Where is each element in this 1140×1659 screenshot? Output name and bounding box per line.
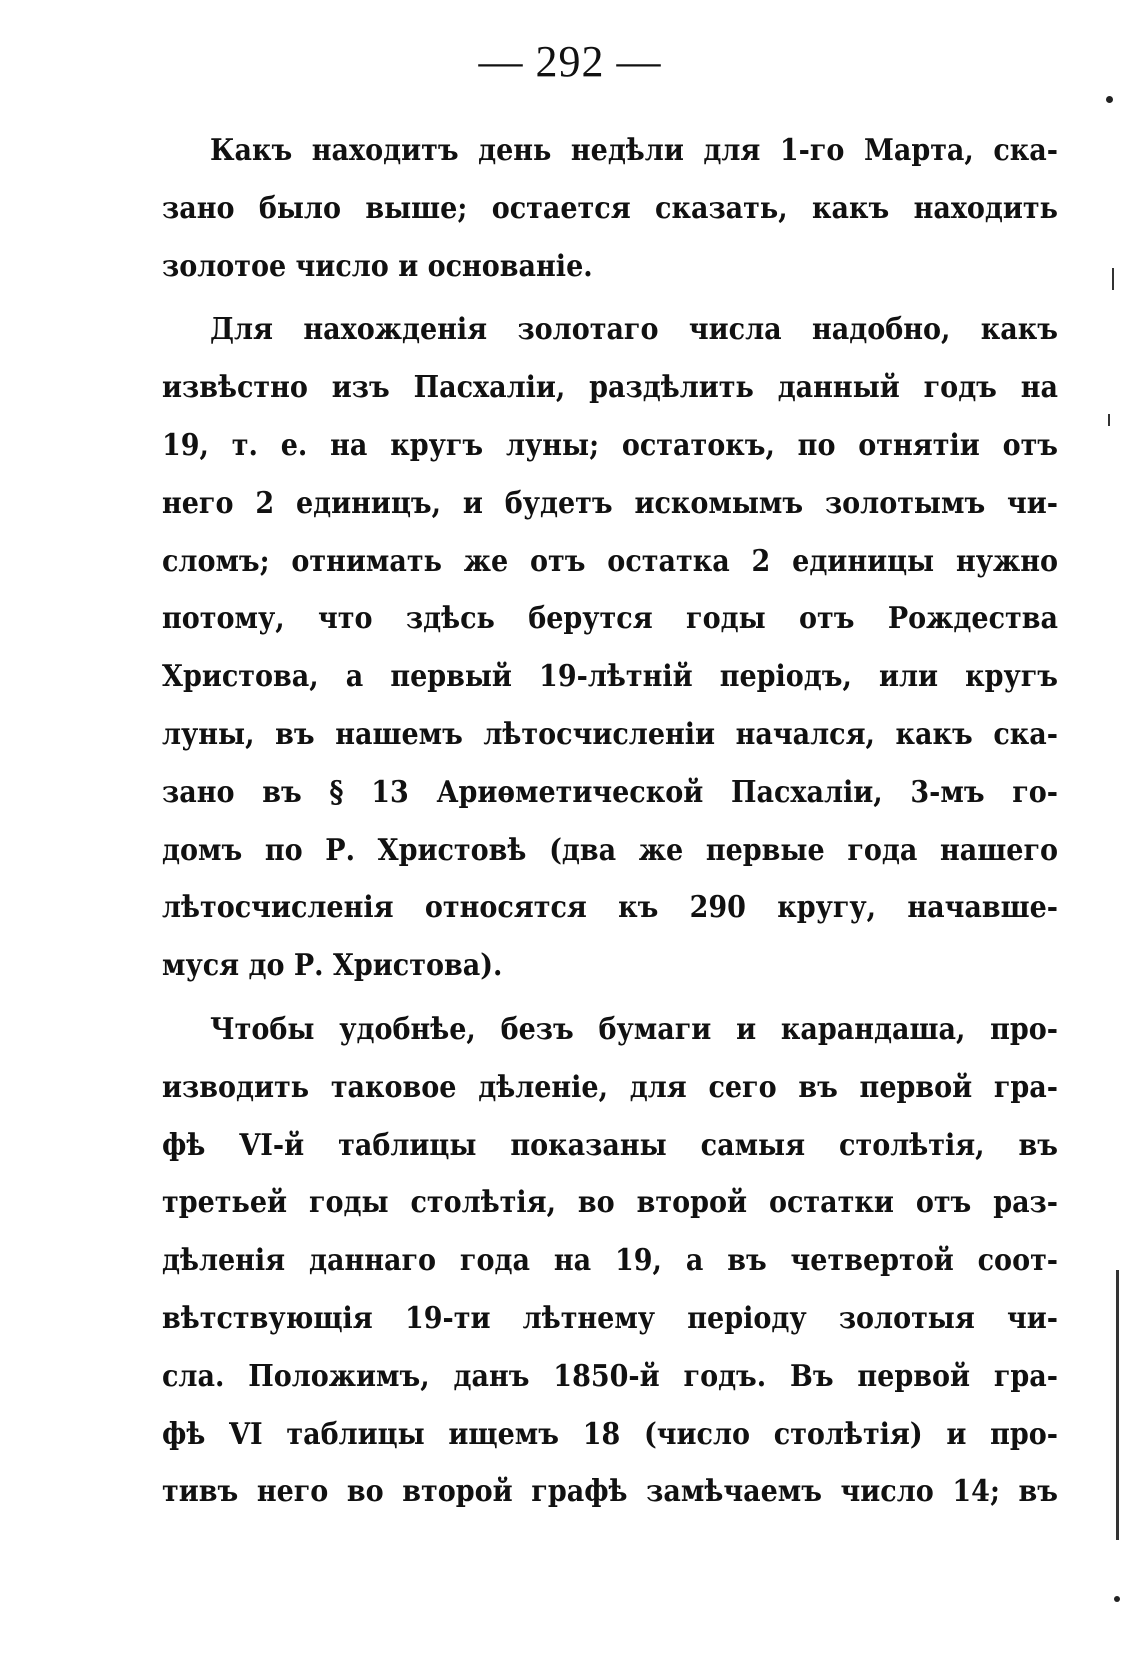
text-line: третьей годы столѣтія, во второй остатки отъ раз-: [162, 1185, 1058, 1221]
margin-mark: [1112, 268, 1114, 290]
text-line: него 2 единицъ, и будетъ искомымъ золотымъ чи-: [162, 485, 1058, 521]
margin-edge-line: [1116, 1270, 1119, 1540]
text-line: фѣ VI-й таблицы показаны самыя столѣтія, въ: [162, 1127, 1058, 1163]
margin-speck: [1106, 96, 1113, 103]
page-number: — 292 —: [478, 37, 662, 86]
text-line: 19, т. е. на кругъ луны; остатокъ, по отнятіи отъ: [162, 427, 1058, 463]
text-line: сломъ; отнимать же отъ остатка 2 единицы нужно: [162, 543, 1058, 579]
text-line: зано въ § 13 Ариѳметической Пасхаліи, 3-мъ го-: [162, 774, 1058, 810]
paragraph-3: [162, 1001, 1058, 1521]
text-line: лѣтосчисленія относятся къ 290 кругу, начавше-: [162, 890, 1058, 926]
text-line: золотое число и основаніе.: [162, 248, 593, 284]
text-line: изводить таковое дѣленіе, для сего въ первой гра-: [162, 1069, 1058, 1105]
text-line: Для нахожденія золотаго числа надобно, какъ: [210, 312, 1058, 348]
text-line: Христова, а первый 19-лѣтній періодъ, или кругъ: [162, 659, 1058, 695]
text-body: [162, 122, 1058, 1521]
text-line: дѣленія даннаго года на 19, а въ четвертой соот-: [162, 1243, 1058, 1279]
text-line: зано было выше; остается сказать, какъ находить: [162, 190, 1058, 226]
text-line: сла. Положимъ, данъ 1850-й годъ. Въ первой гра-: [162, 1358, 1058, 1394]
text-line: вѣтствующія 19-ти лѣтнему періоду золотыя чи-: [162, 1300, 1058, 1336]
margin-mark: [1108, 414, 1110, 426]
paragraph-1: [162, 122, 1058, 295]
text-line: тивъ него во второй графѣ замѣчаемъ число 14; въ: [162, 1474, 1058, 1510]
text-line: потому, что здѣсь берутся годы отъ Рождества: [162, 601, 1058, 637]
text-line: фѣ VI таблицы ищемъ 18 (число столѣтія) и про-: [162, 1416, 1058, 1452]
text-line: Какъ находитъ день недѣли для 1-го Марта, ска-: [210, 133, 1058, 168]
margin-speck: [1114, 1596, 1120, 1602]
text-line: домъ по Р. Христовѣ (два же первые года нашего: [162, 832, 1058, 868]
text-line: муся до Р. Христова).: [162, 948, 503, 984]
text-line: извѣстно изъ Пасхаліи, раздѣлить данный годъ на: [162, 370, 1058, 406]
text-line: Чтобы удобнѣе, безъ бумаги и карандаша, про-: [210, 1011, 1058, 1047]
text-line: луны, въ нашемъ лѣтосчисленіи начался, какъ ска-: [162, 716, 1058, 752]
paragraph-2: [162, 301, 1058, 995]
